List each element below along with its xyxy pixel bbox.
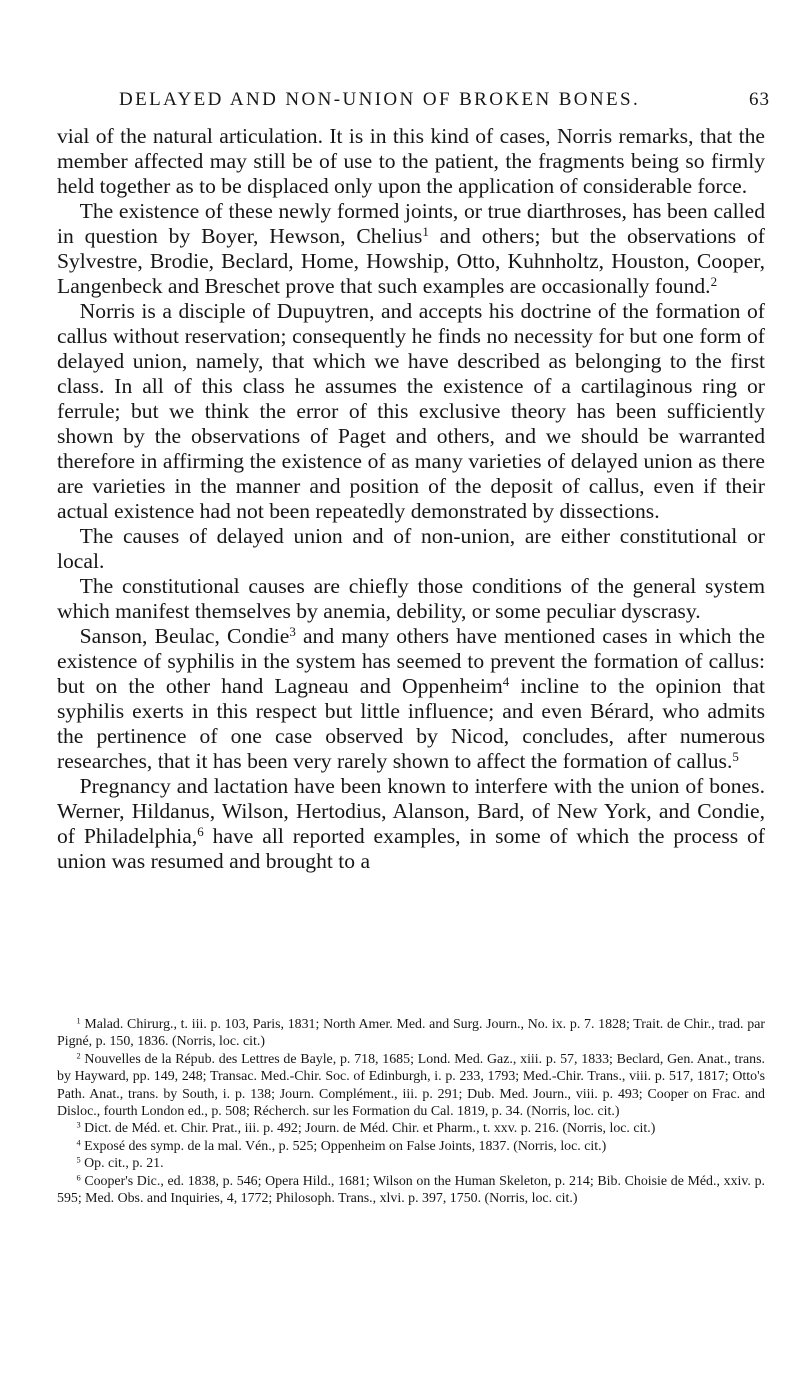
- paragraph: Pregnancy and lactation have been known to interfere with the union of bones. Werner, Hildanus, Wilson, Hertodius, Alanson, Bard, of New York, and Condie, of Philadelphia,$^6$ have all reported examples, in some of which the process of union was resumed and brought to a: [57, 774, 765, 873]
- page-number: 63: [749, 89, 770, 110]
- footnote-ref: 1: [422, 223, 429, 239]
- paragraph: Sanson, Beulac, Condie$^3$ and many others have mentioned cases in which the existence of syphilis in the system has seemed to prevent the formation of callus: but on the other hand Lagneau and Oppenheim$^4$ incline to the opinion that syphilis exerts in this respect but little influence; and even Bérard, who admits the pertinence of one case observed by Nicod, concludes, after numerous researches, that it has been very rarely shown to affect the formation of callus.$^5$: [57, 623, 766, 773]
- footnote-ref: 3: [289, 623, 296, 639]
- footnote-ref: 5: [732, 748, 739, 764]
- footnote-ref: 4: [502, 673, 510, 689]
- running-header: [0, 89, 800, 115]
- paragraph: The existence of these newly formed joints, or true diarthroses, has been called in question by Boyer, Hewson, Chelius$^1$ and others; but the observations of Sylvestre, Brodie, Beclard, Home, Howship, Otto, Kuhnholtz, Houston, Cooper, Langenbeck and Breschet prove that such examples are occasionally found.$^2$: [57, 199, 766, 298]
- footnote: $^6$ Cooper's Dic., ed. 1838, p. 546; Opera Hild., 1681; Wilson on the Human Skeleton, p. 214; Bib. Choisie de Méd., xxiv. p. 595; Med. Obs. and Inquiries, 4, 1772; Philosoph. Trans., xlvi. p. 397, 1750. (Norris, loc. cit.): [57, 1173, 765, 1207]
- footnote: $^5$ Op. cit., p. 21.: [76, 1155, 164, 1172]
- paragraph: The causes of delayed union and of non-union, are either constitutional or local.: [57, 524, 765, 573]
- paragraph: Norris is a disciple of Dupuytren, and accepts his doctrine of the formation of callus without reservation; consequently he finds no necessity for but one form of delayed union, namely, that which we have described as belonging to the first class. In all of this class he assumes the existence of a cartilaginous ring or ferrule; but we think the error of this exclusive theory has been sufficiently shown by the observations of Paget and others, and we should be warranted therefore in affirming the existence of as many varieties of delayed union as there are varieties in the manner and position of the deposit of callus, even if their actual existence had not been repeatedly demonstrated by dissections.: [57, 299, 765, 523]
- footnotes: [57, 1016, 765, 1207]
- paragraph: vial of the natural articulation. It is in this kind of cases, Norris remarks, that the member affected may still be of use to the patient, the fragments being so firmly held together as to be displaced only upon the application of considerable force.: [57, 124, 765, 198]
- footnote: $^3$ Dict. de Méd. et. Chir. Prat., iii. p. 492; Journ. de Méd. Chir. et Pharm., t. xxv. p. 216. (Norris, loc. cit.): [76, 1120, 656, 1137]
- footnote: $^1$ Malad. Chirurg., t. iii. p. 103, Paris, 1831; North Amer. Med. and Surg. Journ., No. ix. p. 7. 1828; Trait. de Chir., trad. par Pigné, p. 150, 1836. (Norris, loc. cit.): [57, 1016, 765, 1050]
- body-text: [57, 124, 765, 874]
- footnote-ref: 6: [197, 823, 204, 839]
- footnote-ref: 2: [710, 273, 718, 289]
- running-title: DELAYED AND NON-UNION OF BROKEN BONES.: [119, 89, 641, 110]
- footnote: $^4$ Exposé des symp. de la mal. Vén., p. 525; Oppenheim on False Joints, 1837. (Norris, loc. cit.): [76, 1138, 607, 1154]
- footnote: $^2$ Nouvelles de la Répub. des Lettres de Bayle, p. 718, 1685; Lond. Med. Gaz., xiii. p. 57, 1833; Beclard, Gen. Anat., trans. by Hayward, pp. 149, 248; Transac. Med.-Chir. Soc. of Edinburgh, i. p. 233, 1793; Med.-Chir. Trans., viii. p. 517, 1817; Otto's Path. Anat., trans. by South, i. p. 138; Journ. Complément., iii. p. 291; Dub. Med. Journ., viii. p. 493; Cooper on Frac. and Disloc., fourth London ed., p. 508; Récherch. sur les Formation du Cal. 1819, p. 34. (Norris, loc. cit.): [57, 1051, 765, 1120]
- paragraph: The constitutional causes are chiefly those conditions of the general system which manifest themselves by anemia, debility, or some peculiar dyscrasy.: [57, 574, 765, 623]
